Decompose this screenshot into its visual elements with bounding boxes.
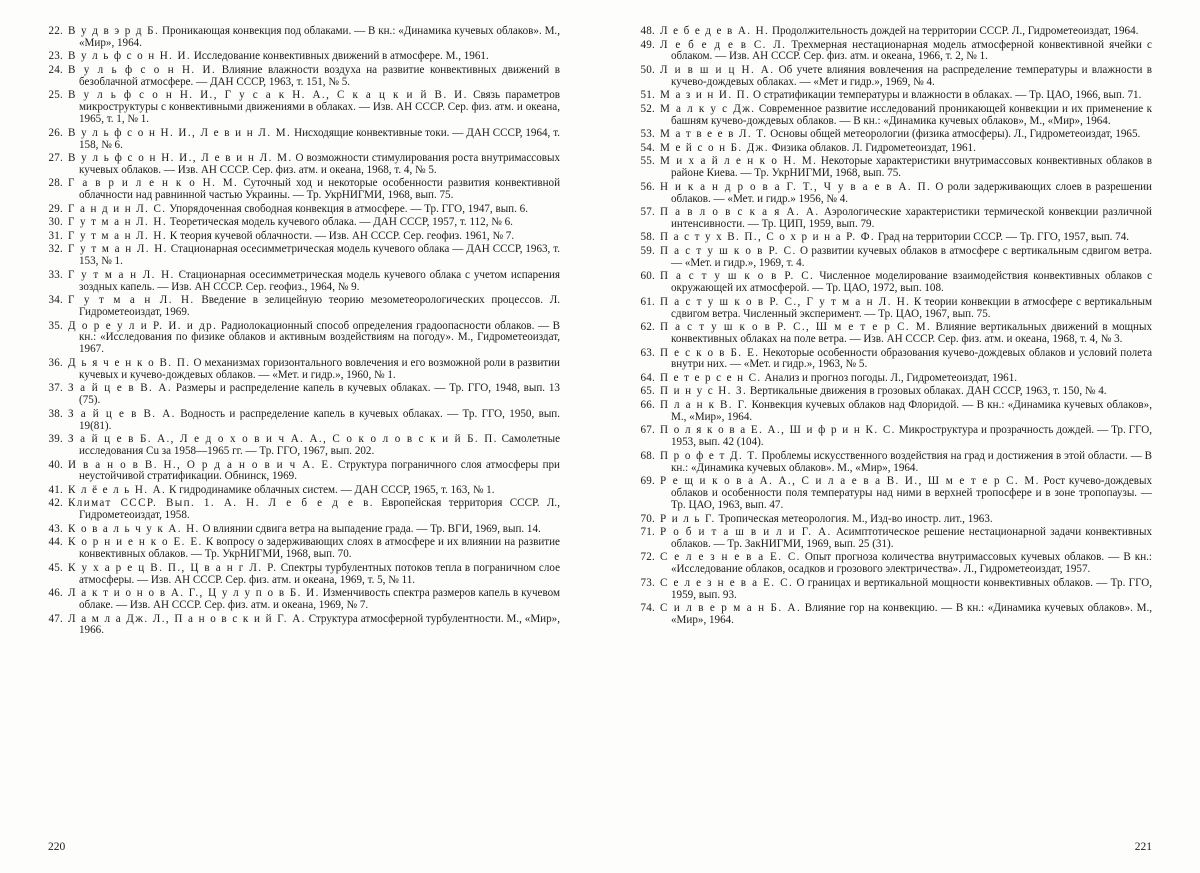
entry-body: [648, 246, 1152, 270]
entry-text: Упорядоченная свободная конвекция в атмосфере. — Тр. ГГО, 1947, вып. 6.: [169, 202, 528, 215]
bibliography-entry: [640, 182, 1152, 206]
bibliography-entry: [48, 383, 560, 407]
entry-number: 61.: [640, 295, 655, 308]
entry-body: [648, 527, 1152, 551]
entry-number: 48.: [640, 25, 655, 37]
entry-author: В у л ь ф с о н Н. И., Л е в и н Л. М.: [68, 126, 292, 139]
entry-author: Н и к а н д р о в а Г. Т., Ч у в а е в А. П.: [660, 180, 932, 193]
bibliography-entry: [640, 386, 1152, 398]
entry-number: 34.: [48, 294, 63, 307]
bibliography-entry: [640, 26, 1152, 38]
entry-author: И в а н о в В. Н., О р д а н о в и ч А. Е.: [68, 458, 334, 471]
entry-number: 43.: [48, 522, 63, 535]
entry-author: З а й ц е в Б. А., Л е д о х о в и ч А. А., С о к о л о в с к и й Б. П.: [68, 433, 498, 446]
entry-text: Введение в зелицейную теорию мезометеорологических процессов. Л. Гидрометеоиздат, 1969.: [79, 294, 560, 319]
entry-author: П е т е р с е н С.: [660, 371, 762, 384]
entry-body: [56, 498, 560, 522]
entry-text: О возможности стимулирования роста внутримассовых кучевых облаков. — Изв. АН СССР. Сер. физ. атм. и океана, 1968, т. 4, № 5.: [79, 152, 560, 176]
entry-body: [56, 153, 560, 177]
entry-body: [648, 65, 1152, 89]
entry-number: 36.: [48, 356, 63, 369]
entry-text: Микроструктура и прозрачность дождей. — Тр. ГГО, 1953, вып. 42 (104).: [671, 424, 1152, 449]
entry-author: К у х а р е ц В. П., Ц в а н г Л. Р.: [68, 561, 278, 574]
bibliography-entry: [640, 373, 1152, 385]
entry-number: 72.: [640, 551, 655, 564]
entry-text: О механизмах горизонтального вовлечения и его возможной роли в развитии кучевых и кучево-дождевых облаков. — «Мет. и гидр.», 1960, № 1.: [79, 356, 560, 381]
bibliography-entry: [640, 246, 1152, 270]
entry-number: 38.: [48, 407, 63, 420]
entry-number: 33.: [48, 268, 63, 281]
entry-body: [56, 270, 560, 294]
entry-number: 53.: [640, 128, 655, 141]
entry-number: 39.: [48, 433, 63, 446]
entry-author: М и х а й л е н к о Н. М.: [660, 155, 818, 168]
bibliography-entry: [48, 270, 560, 294]
entry-number: 41.: [48, 483, 63, 496]
entry-author: С е л е з н е в а Е. С.: [660, 576, 794, 589]
entry-number: 71.: [640, 526, 655, 538]
entry-number: 46.: [48, 587, 63, 600]
entry-number: 74.: [640, 602, 655, 615]
entry-body: [56, 51, 560, 63]
bibliography-entry: [48, 26, 560, 50]
bibliography-entry: [48, 358, 560, 382]
entry-number: 52.: [640, 102, 655, 115]
entry-body: [56, 178, 560, 202]
entry-number: 44.: [48, 536, 63, 549]
entry-text: Связь параметров микроструктуры с конвективными движениями в облаках. — Изв. АН СССР. Сер. физ. атм. и океана, 1965, т. 1, № 1.: [79, 89, 560, 126]
bibliography-entry: [640, 40, 1152, 64]
entry-number: 56.: [640, 180, 655, 193]
entry-text: Структура атмосферной турбулентности. М., «Мир», 1966.: [79, 612, 560, 637]
entry-number: 55.: [640, 155, 655, 168]
entry-number: 59.: [640, 244, 655, 257]
entry-body: [648, 26, 1152, 38]
entry-author: Д о р е у л и Р. И. и др.: [68, 319, 218, 332]
entry-author: М а т в е е в Л. Т.: [660, 128, 768, 141]
bibliography-entry: [640, 232, 1152, 244]
entry-number: 25.: [48, 89, 63, 102]
entry-author: П а с т у ш к о в Р. С., Г у т м а н Л. Н.: [660, 295, 911, 308]
bibliography-entry: [640, 297, 1152, 321]
bibliography-entry: [48, 434, 560, 458]
bibliography-entry: [640, 207, 1152, 231]
entry-text: Анализ и прогноз погоды. Л., Гидрометеоиздат, 1961.: [764, 371, 1018, 384]
bibliography-column-right: [600, 26, 1152, 820]
entry-number: 24.: [48, 63, 63, 76]
entry-author: П а с т у ш к о в Р. С.: [660, 244, 797, 257]
entry-body: [56, 231, 560, 243]
entry-text: Структура пограничного слоя атмосферы при неустойчивой стратификации. Обнинск, 1969.: [79, 458, 560, 483]
entry-number: 69.: [640, 475, 655, 488]
entry-body: [648, 207, 1152, 231]
entry-body: [648, 451, 1152, 475]
bibliography-entry: [640, 129, 1152, 141]
entry-number: 50.: [640, 63, 655, 76]
entry-text: Физика облаков. Л. Гидрометеоиздат, 1961.: [771, 141, 976, 154]
entry-body: [56, 524, 560, 536]
bibliography-entry: [640, 271, 1152, 295]
entry-body: [56, 26, 560, 50]
entry-body: [648, 425, 1152, 449]
entry-body: [56, 383, 560, 407]
bibliography-entry: [48, 588, 560, 612]
bibliography-entry: [48, 65, 560, 89]
page-number-right: 221: [1134, 841, 1152, 853]
bibliography-entry: [640, 514, 1152, 526]
entry-author: С и л в е р м а н Б. А.: [660, 602, 802, 615]
entry-text: Современное развитие исследований проникающей конвекции и их применение к башням кучево-дождевых облаков. — В кн.: «Динамика кучевых облаков», М., «Мир», 1964.: [671, 102, 1152, 127]
entry-text: Спектры турбулентных потоков тепла в пограничном слое атмосферы. — Изв. АН СССР. Сер. физ. атм. и океана, 1969, т. 5, № 11.: [79, 561, 560, 586]
entry-number: 63.: [640, 346, 655, 359]
entry-text: К теория кучевой облачности. — Изв. АН СССР. Сер. геофиз. 1961, № 7.: [169, 229, 515, 242]
entry-body: [648, 40, 1152, 64]
entry-text: Опыт прогноза количества внутримассовых кучевых облаков. — В кн.: «Исследование облаков, осадков и грозового электричества». Л., Гидрометеоиздат, 1957.: [671, 551, 1152, 576]
entry-text: Некоторые характеристики внутримассовых конвективных облаков в районе Киева. — Тр. УкрНИГМИ, 1968, вып. 75.: [671, 155, 1152, 180]
entry-number: 28.: [48, 177, 63, 190]
entry-text: Численное моделирование взаимодействия конвективных облаков с окружающей их атмосферой. — Тр. ЦАО, 1972, вып. 108.: [671, 270, 1152, 295]
entry-author: Л е б е д е в С. Л.: [660, 38, 787, 51]
entry-author: П а в л о в с к а я А. А.: [660, 206, 820, 219]
entry-number: 60.: [640, 270, 655, 283]
entry-number: 66.: [640, 398, 655, 411]
entry-text: Град на территории СССР. — Тр. ГГО, 1957, вып. 74.: [877, 231, 1130, 244]
entry-text: Водность и распределение капель в кучевых облаках. — Тр. ГГО, 1950, вып. 19(81).: [79, 407, 561, 432]
entry-body: [648, 156, 1152, 180]
entry-author: З а й ц е в В. А.: [68, 382, 173, 395]
bibliography-entry: [640, 603, 1152, 627]
entry-text: Нисходящие конвективные токи. — ДАН СССР, 1964, т. 158, № 6.: [79, 126, 560, 151]
entry-body: [648, 552, 1152, 576]
entry-number: 26.: [48, 126, 63, 139]
entry-number: 42.: [48, 497, 63, 510]
entry-text: Суточный ход и некоторые особенности развития конвективной облачности над равнинной частью Украины. — Тр. УкрНИГМИ, 1968, вып. 75.: [79, 177, 561, 202]
entry-author: Г у т м а н Л. Н.: [68, 243, 168, 256]
entry-text: К гидродинамике облачных систем. — ДАН СССР, 1965, т. 163, № 1.: [168, 483, 495, 496]
entry-number: 29.: [48, 202, 63, 215]
entry-text: Проблемы искусственного воздействия на град и достижения в этой области. — В кн.: «Динамика кучевых облаков». М., «Мир», 1964.: [671, 449, 1152, 474]
entry-author: П р о ф е т Д. Т.: [660, 449, 759, 462]
entry-number: 31.: [48, 229, 63, 242]
bibliography-entry: [640, 65, 1152, 89]
entry-body: [648, 322, 1152, 346]
entry-number: 57.: [640, 206, 655, 219]
entry-text: О границах и вертикальной мощности конвективных облаков. — Тр. ГГО, 1959, вып. 93.: [671, 576, 1152, 601]
bibliography-entry: [48, 563, 560, 587]
entry-body: [56, 588, 560, 612]
entry-body: [648, 400, 1152, 424]
bibliography-entry: [640, 552, 1152, 576]
entry-author: М а з и н И. П.: [660, 89, 751, 102]
entry-author: П а с т у ш к о в Р. С., Ш м е т е р С. М.: [660, 321, 932, 334]
entry-text: Проникающая конвекция под облаками. — В кн.: «Динамика кучевых облаков». М., «Мир», 1964.: [79, 25, 560, 49]
bibliography-entry: [640, 322, 1152, 346]
entry-body: [648, 386, 1152, 398]
entry-number: 45.: [48, 561, 63, 574]
entry-author: Р е щ и к о в а А. А., С и л а е в а В. И., Ш м е т е р С. М.: [660, 475, 1040, 488]
entry-author: З а й ц е в В. А.: [68, 407, 176, 420]
entry-author: М а л к у с Дж.: [660, 102, 756, 115]
entry-body: [56, 321, 560, 357]
entry-body: [56, 614, 560, 638]
entry-number: 67.: [640, 424, 655, 437]
entry-text: Трехмерная нестационарная модель атмосферной конвективной ячейки с облаком. — Изв. АН СССР. Сер. физ. атм. и океана, 1966, т. 2, № 1.: [671, 38, 1152, 63]
bibliography-entry: [640, 348, 1152, 372]
entry-author: В у л ь ф с о н Н. И., Г у с а к Н. А., С к а ц к и й В. И.: [68, 89, 468, 102]
bibliography-entry: [640, 527, 1152, 551]
entry-text: К теории конвекции в атмосфере с вертикальным сдвигом ветра. Численный эксперимент. — Тр. ЦАО, 1967, вып. 75.: [671, 295, 1152, 320]
entry-text: Об учете влияния вовлечения на распределение температуры и влажности в кучево-дождевых облаках. — «Мет и гидр.», 1969, № 4.: [671, 63, 1152, 88]
entry-body: [56, 434, 560, 458]
entry-text: Радиолокационный способ определения градоопасности облаков. — В кн.: «Исследования по физике облаков и активным воздействиям на погоду». М., Гидрометеоиздат, 1967.: [79, 319, 560, 356]
entry-body: [648, 603, 1152, 627]
entry-body: [648, 90, 1152, 102]
entry-author: Л е б е д е в А. Н.: [660, 25, 770, 37]
bibliography-entry: [48, 485, 560, 497]
entry-body: [648, 297, 1152, 321]
entry-body: [56, 537, 560, 561]
entry-body: [56, 563, 560, 587]
entry-body: [648, 271, 1152, 295]
bibliography-entry: [48, 128, 560, 152]
entry-author: Р о б и т а ш в и л и Г. А.: [660, 526, 832, 538]
bibliography-entry: [48, 51, 560, 63]
entry-author: Р и л ь Г.: [660, 512, 716, 525]
bibliography-entry: [640, 578, 1152, 602]
bibliography-entry: [48, 524, 560, 536]
entry-author: П е с к о в Б. Е.: [660, 346, 760, 359]
entry-body: [56, 217, 560, 229]
entry-author: Л а м л а Дж. Л., П а н о в с к и й Г. А.: [68, 612, 306, 625]
bibliography-entry: [640, 104, 1152, 128]
bibliography-entry: [48, 178, 560, 202]
entry-number: 64.: [640, 371, 655, 384]
bibliography-entry: [48, 153, 560, 177]
entry-number: 65.: [640, 385, 655, 398]
entry-body: [56, 358, 560, 382]
entry-text: Изменчивость спектра размеров капель в кучевом облаке. — Изв. АН СССР. Сер. физ. атм. и океана, 1969, № 7.: [79, 587, 560, 612]
entry-number: 62.: [640, 321, 655, 334]
entry-number: 73.: [640, 576, 655, 589]
entry-text: Тропическая метеорология. М., Изд-во иностр. лит., 1963.: [718, 512, 993, 525]
bibliography-entry: [48, 204, 560, 216]
entry-number: 22.: [48, 25, 63, 37]
entry-text: Исследование конвективных движений в атмосфере. М., 1961.: [193, 50, 489, 63]
entry-body: [56, 244, 560, 268]
entry-text: Вертикальные движения в грозовых облаках. ДАН СССР, 1963, т. 150, № 4.: [749, 385, 1107, 398]
entry-text: Теоретическая модель кучевого облака. — ДАН СССР, 1957, т. 112, № 6.: [169, 216, 513, 229]
entry-text: Конвекция кучевых облаков над Флоридой. — В кн.: «Динамика кучевых облаков», М., «Мир», 1964.: [671, 398, 1152, 423]
entry-body: [56, 204, 560, 216]
entry-author: П а с т у ш к о в Р. С.: [660, 270, 815, 283]
entry-author: Л а к т и о н о в А. Г., Ц у л у п о в Б. И.: [68, 587, 320, 600]
entry-text: Самолетные исследования Cu за 1958—1965 гг. — Тр. ГГО, 1967, вып. 202.: [79, 433, 560, 457]
entry-text: Продолжительность дождей на территории СССР. Л., Гидрометеоиздат, 1964.: [771, 25, 1139, 37]
entry-author: В у д в э р д Б.: [68, 25, 160, 37]
entry-author: Г у т м а н Л. Н.: [68, 229, 167, 242]
entry-author: В у л ь ф с о н Н. И., Л е в и н Л. М.: [68, 152, 293, 165]
entry-author: Л и в ш и ц Н. А.: [660, 63, 775, 76]
entry-text: О стратификации температуры и влажности в облаках. — Тр. ЦАО, 1966, вып. 71.: [753, 89, 1142, 102]
entry-text: Некоторые особенности образования кучево-дождевых облаков и условий полета внутри них. — «Мет. и гидр.», 1963, № 5.: [671, 346, 1152, 371]
entry-body: [648, 232, 1152, 244]
bibliography-entry: [48, 321, 560, 357]
entry-number: 35.: [48, 319, 63, 332]
entry-author: М е й с о н Б. Дж.: [660, 141, 769, 154]
entry-author: Г у т м а н Л. Н.: [68, 216, 167, 229]
bibliography-entry: [48, 498, 560, 522]
entry-text: Стационарная осесимметрическая модель кучевого облака — ДАН СССР, 1963, т. 153, № 1.: [79, 243, 561, 268]
entry-author: К л ё е л ь Н. А.: [68, 483, 167, 496]
bibliography-entry: [48, 460, 560, 484]
entry-number: 27.: [48, 152, 63, 165]
entry-body: [648, 348, 1152, 372]
entry-text: О роли задерживающих слоев в разрешении облаков. — «Мет. и гидр.» 1956, № 4.: [671, 180, 1152, 205]
entry-author: П а с т у х В. П., С о х р и н а Р. Ф.: [660, 231, 876, 244]
entry-body: [56, 295, 560, 319]
entry-body: [56, 409, 560, 433]
entry-text: Основы общей метеорологии (физика атмосферы). Л., Гидрометеоиздат, 1965.: [770, 128, 1141, 141]
bibliography-entry: [640, 451, 1152, 475]
entry-author: Д ь я ч е н к о В. П.: [68, 356, 191, 369]
bibliography-entry: [48, 217, 560, 229]
entry-number: 32.: [48, 243, 63, 256]
bibliography-entry: [640, 400, 1152, 424]
entry-number: 23.: [48, 50, 63, 63]
entry-author: Климат СССР. Вып. 1. А. Н. Л е б е д е в.: [68, 497, 374, 510]
bibliography-entry: [48, 537, 560, 561]
entry-number: 68.: [640, 449, 655, 462]
entry-number: 40.: [48, 458, 63, 471]
entry-author: Г у т м а н Л. Н.: [68, 294, 195, 307]
entry-text: Рост кучево-дождевых облаков и особенности поля температуры над ними в верхней тропосфере и в зоне тропопаузы. — Тр. ЦАО, 1963, вып. 47.: [671, 475, 1152, 511]
bibliography-entry: [640, 425, 1152, 449]
entry-number: 49.: [640, 38, 655, 51]
entry-text: О влиянии сдвига ветра на выпадение града. — Тр. ВГИ, 1969, вып. 14.: [202, 522, 541, 535]
bibliography-entry: [48, 295, 560, 319]
entry-text: Размеры и распределение капель в кучевых облаках. — Тр. ГГО, 1948, вып. 13 (75).: [79, 382, 560, 407]
entry-author: В у л ь ф с о н Н. И.: [68, 50, 192, 63]
entry-author: К о р н и е н к о Е. Е.: [68, 536, 203, 549]
entry-text: Влияние влажности воздуха на развитие конвективных движений в безоблачной атмосфере. — ДАН СССР, 1963, т. 151, № 5.: [79, 63, 560, 88]
bibliography-entry: [640, 143, 1152, 155]
entry-author: Г а в р и л е н к о Н. М.: [68, 177, 239, 190]
bibliography-entry: [48, 409, 560, 433]
bibliography-entry: [48, 244, 560, 268]
bibliography-entry: [48, 614, 560, 638]
entry-author: С е л е з н е в а Е. С.: [660, 551, 801, 564]
entry-body: [648, 104, 1152, 128]
entry-text: Влияние гор на конвекцию. — В кн.: «Динамика кучевых облаков». М., «Мир», 1964.: [671, 602, 1152, 627]
entry-body: [648, 476, 1152, 512]
entry-text: Стационарная осесимметрическая модель кучевого облака с учетом испарения зоздных капель. — Изв. АН СССР. Сер. геофиз., 1964, № 9.: [79, 268, 561, 293]
bibliography-entry: [48, 231, 560, 243]
entry-text: Асимптотическое решение нестационарной задачи конвективных облаков. — Тр. ЗакНИГМИ, 1969, вып. 25 (31).: [671, 526, 1152, 550]
entry-body: [648, 129, 1152, 141]
entry-number: 54.: [640, 141, 655, 154]
entry-number: 30.: [48, 216, 63, 229]
entry-body: [56, 460, 560, 484]
entry-text: Аэрологические характеристики термической конвекции различной интенсивности. — Тр. ЦИП, 1959, вып. 79.: [671, 206, 1152, 230]
entry-author: П и н у с Н. З.: [660, 385, 748, 398]
entry-body: [56, 485, 560, 497]
bibliography-entry: [640, 156, 1152, 180]
entry-body: [648, 514, 1152, 526]
bibliography-entry: [640, 90, 1152, 102]
entry-author: Г у т м а н Л. Н.: [68, 268, 175, 281]
bibliography-entry: [640, 476, 1152, 512]
entry-number: 70.: [640, 512, 655, 525]
entry-author: В у л ь ф с о н Н. И.: [68, 63, 217, 76]
entry-body: [648, 373, 1152, 385]
bibliography-column-left: [48, 26, 600, 820]
entry-body: [56, 65, 560, 89]
entry-text: О развитии кучевых облаков в атмосфере с вертикальным сдвигом ветра. — «Мет. и гидр.», 1969, т. 4.: [671, 244, 1153, 269]
entry-body: [56, 128, 560, 152]
entry-number: 37.: [48, 382, 63, 395]
entry-text: Европейская территория СССР. Л., Гидрометеоиздат, 1958.: [79, 497, 560, 522]
entry-number: 51.: [640, 89, 655, 102]
entry-number: 58.: [640, 231, 655, 244]
entry-body: [648, 578, 1152, 602]
entry-number: 47.: [48, 612, 63, 625]
entry-body: [648, 182, 1152, 206]
entry-text: Влияние вертикальных движений в мощных конвективных облаках на поле ветра. — Изв. АН СССР. Сер. физ. атм. и океана, 1968, т. 4, № 3.: [671, 321, 1152, 346]
page-footer: [0, 841, 1200, 857]
entry-body: [56, 90, 560, 126]
entry-author: К о в а л ь ч у к А. Н.: [68, 522, 200, 535]
entry-author: П л а н к В. Г.: [660, 398, 749, 411]
entry-body: [648, 143, 1152, 155]
page-number-left: 220: [48, 841, 66, 853]
entry-author: Г а н д и н Л. С.: [68, 202, 167, 215]
entry-author: П о л я к о в а Е. А., Ш и ф р и н К. С.: [660, 424, 896, 437]
bibliography-entry: [48, 90, 560, 126]
entry-text: К вопросу о задерживающих слоях в атмосфере и их влиянии на развитие конвективных облаков. — Тр. УкрНИГМИ, 1968, вып. 70.: [79, 536, 560, 561]
